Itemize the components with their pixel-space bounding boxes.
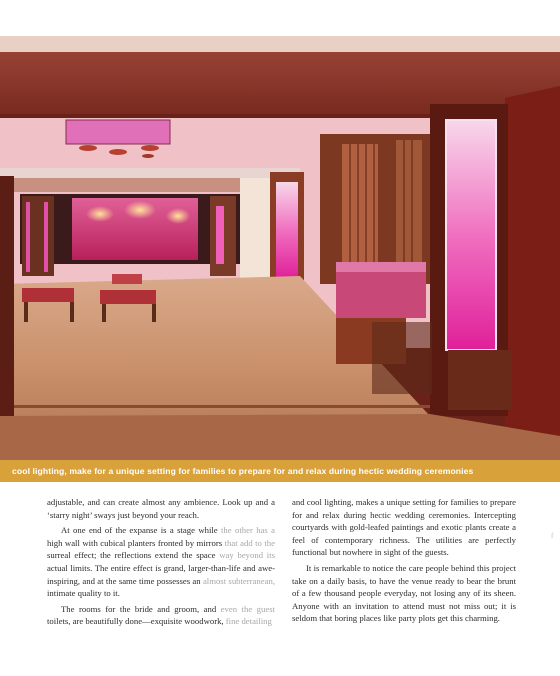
paragraph-text: intimate quality to it. (47, 588, 120, 599)
paragraph-text: high wall with cubical planters fronted by mirrors (47, 537, 225, 548)
photo-caption-band (0, 460, 560, 482)
faded-text: fine detailing (225, 616, 272, 627)
faded-text: even the guest (220, 603, 275, 614)
page-edge-mark: f (551, 532, 554, 540)
faded-text: way beyond its (219, 550, 276, 561)
paragraph (47, 524, 275, 600)
faded-text: that add to the (224, 537, 275, 548)
faded-text: the other has a (221, 525, 275, 536)
photo-caption: cool lighting, make for a unique setting for families to prepare for and relax during hectic wedding ceremonies (12, 466, 474, 476)
paragraph (47, 603, 275, 628)
article-column-right (292, 496, 516, 625)
paragraph-text: The rooms for the bride and groom, and (61, 603, 221, 614)
banquet-hall-photo (0, 36, 560, 460)
paragraph-text: surreal effect; the reflections extend the space (47, 550, 220, 561)
paragraph (47, 496, 275, 521)
paragraph-text: At one end of the expanse is a stage while (61, 525, 222, 536)
paragraph-text: adjustable, and can create almost any ambience. Look up and a ‘starry night’ sways just beyond your reach. (47, 497, 275, 520)
paragraph-text: actual limits. The entire effect is grand, larger-than-life and awe-inspiring, and at the same time possesses an (47, 562, 275, 586)
faded-text: almost subterranean, (202, 575, 275, 586)
paragraph-text: toilets, are beautifully done—exquisite woodwork, (47, 616, 226, 627)
paragraph: and cool lighting, makes a unique setting for families to prepare for and relax during hectic wedding ceremonies. Intercepting courtyards with gold-leafed paintings and exotic plants create a feel of contemporary richness. The utilities are perfectly functional but nowhere in sight of the guests. (292, 497, 516, 558)
article-column-left (47, 496, 275, 628)
paragraph: It is remarkable to notice the care people behind this project take on a daily basis, to have the venue ready to bear the brunt of a few thousand people everyday, not losing any of its sheen. Anyone with an invitation to attend must not miss out; it is seldom that boring places like party plots get this charming. (292, 562, 516, 624)
